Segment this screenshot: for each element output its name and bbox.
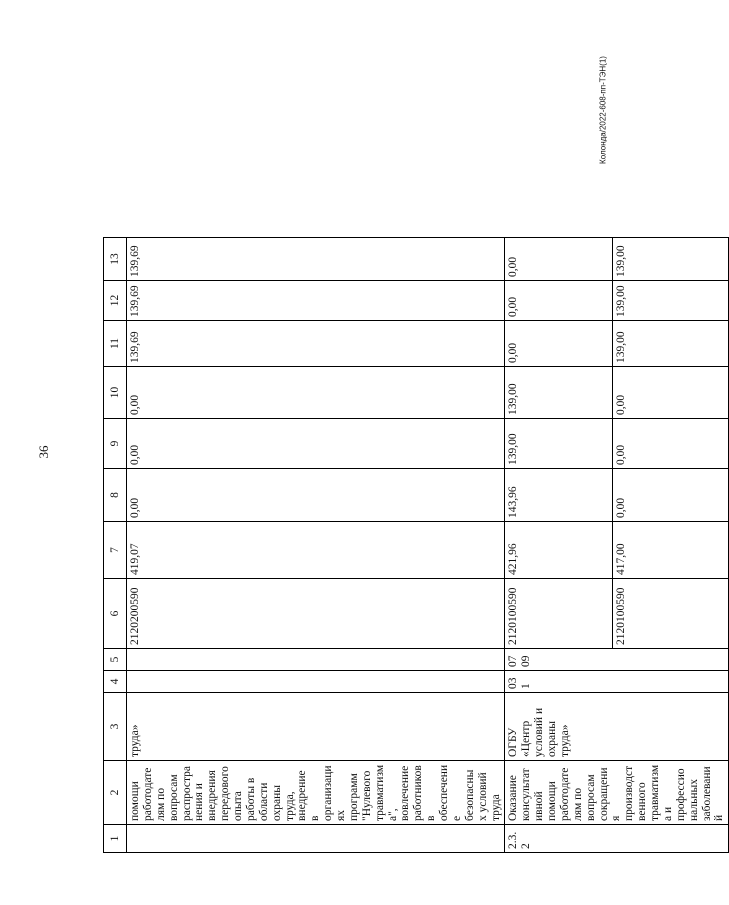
budget-table (103, 48, 729, 853)
cell-value-12: 139,00 (613, 281, 729, 321)
cell-value-12: 139,69 (127, 281, 505, 321)
cell-value-9: 0,00 (613, 419, 729, 469)
col-header-9: 9 (104, 419, 127, 469)
table-row (505, 49, 613, 853)
col-header-13: 13 (104, 238, 127, 281)
col-header-10: 10 (104, 367, 127, 419)
cell-value-9: 0,00 (127, 419, 505, 469)
col-header-11: 11 (104, 321, 127, 367)
cell-value-8: 143,96 (505, 469, 613, 522)
cell-value-10: 139,00 (505, 367, 613, 419)
cell-code-4: 031 (505, 671, 729, 693)
cell-code-5 (127, 649, 505, 671)
cell-value-11: 139,00 (613, 321, 729, 367)
cell-value-7: 419,07 (127, 522, 505, 579)
col-header-2: 2 (104, 761, 127, 825)
cell-executor: ОГБУ «Центр условий и охраны труда» (505, 693, 729, 761)
cell-value-7: 421,96 (505, 522, 613, 579)
cell-value-13: 139,69 (127, 238, 505, 281)
col-header-4: 4 (104, 671, 127, 693)
cell-value-12: 0,00 (505, 281, 613, 321)
table-row (127, 49, 505, 853)
cell-description: Оказание консультативной помощи работодателям по вопросам сокращения производственного травматизма и профессиональных заболеваний (505, 761, 729, 825)
cell-value-10: 0,00 (127, 367, 505, 419)
cell-number: 2.3.2 (505, 825, 729, 853)
col-header-1: 1 (104, 825, 127, 853)
cell-value-10: 0,00 (613, 367, 729, 419)
page-number: 36 (36, 445, 51, 459)
cell-value-8: 0,00 (127, 469, 505, 522)
col-header-8: 8 (104, 469, 127, 522)
cell-code-4 (127, 671, 505, 693)
col-header-3: 3 (104, 693, 127, 761)
cell-value-7: 417,00 (613, 522, 729, 579)
cell-value-11: 0,00 (505, 321, 613, 367)
cell-description: помощи работодателям по вопросам распространения и внедрения передового опыта работы в области охраны труда, внедрение в организациях программ "Нулевого травматизма", вовлечение работников в обеспечение безопасных условий труда (127, 761, 505, 825)
cell-code-5: 0709 (505, 649, 729, 671)
cell-value-8: 0,00 (613, 469, 729, 522)
col-header-5: 5 (104, 649, 127, 671)
cell-code-6: 2120200590 (127, 579, 505, 649)
col-header-6: 6 (104, 579, 127, 649)
col-header-7: 7 (104, 522, 127, 579)
col-header-12: 12 (104, 281, 127, 321)
cell-code-6: 2120100590 (613, 579, 729, 649)
cell-code-6: 2120100590 (505, 579, 613, 649)
header-row (104, 49, 127, 853)
cell-value-13: 0,00 (505, 238, 613, 281)
cell-executor: труда» (127, 693, 505, 761)
cell-value-13: 139,00 (613, 238, 729, 281)
cell-value-9: 139,00 (505, 419, 613, 469)
document-code: Колонда/2022-608-пп-ТЭН(1) (598, 56, 608, 164)
cell-number (127, 825, 505, 853)
cell-value-11: 139,69 (127, 321, 505, 367)
